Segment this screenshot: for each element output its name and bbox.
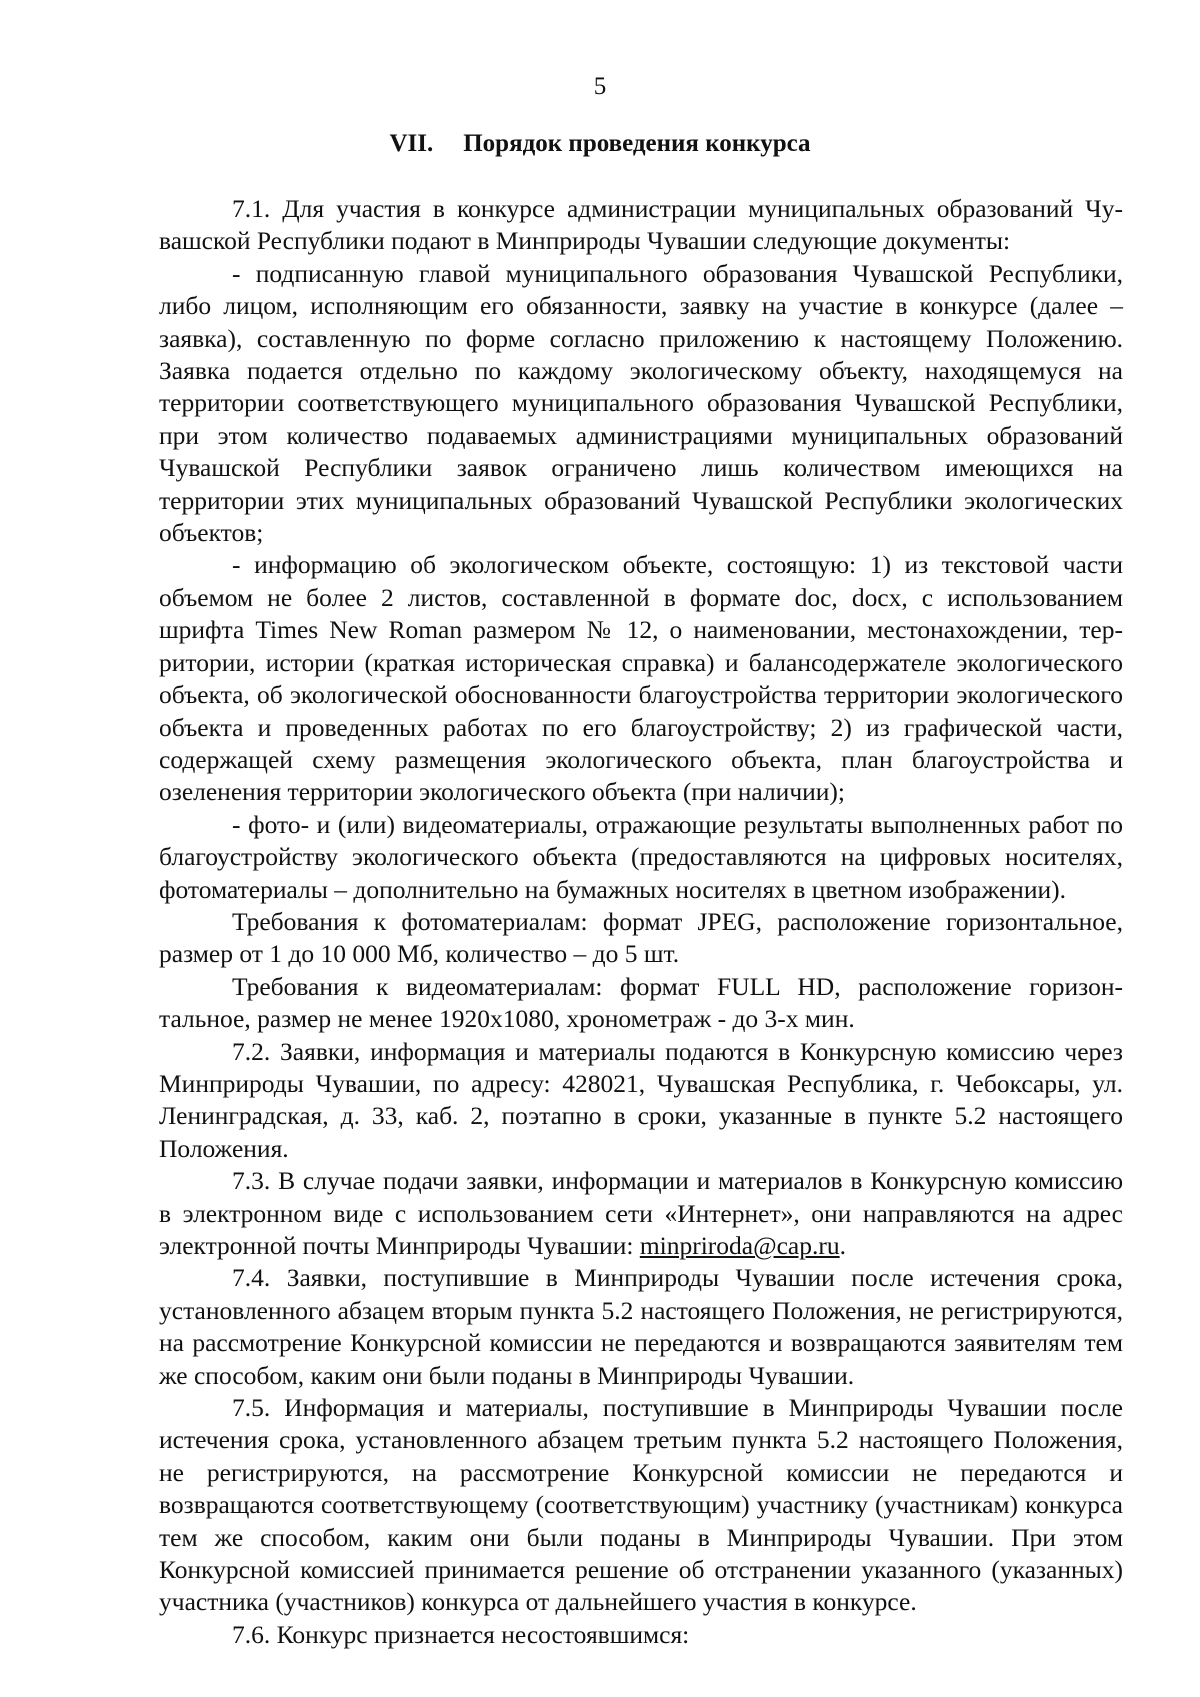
paragraph-7-3 (159, 1165, 1123, 1262)
section-title: Порядок проведения конкурса (463, 130, 811, 157)
paragraph-photo-requirements: Требования к фотоматериалам: формат JPEG, расположение горизонтальное, размер от 1 до 10 000 Мб, количество – до 5 шт. (159, 906, 1123, 969)
section-number: VII. (389, 130, 434, 157)
document-body (159, 193, 1123, 1651)
paragraph-7-6: 7.6. Конкурс признается несостоявшимся: (232, 1619, 690, 1649)
paragraph-video-requirements: Требования к видеоматериалам: формат FULL HD, расположение горизонтальное, размер не менее 1920x1080, хронометраж - до 3-х мин. (159, 971, 1123, 1034)
paragraph-media: - фото- и (или) видеоматериалы, отражающие результаты выполненных работ по благоустройству экологического объекта (предоставляются на цифровых носителях, фотоматериалы – дополнительно на бумажных носителях в цветном изображении). (159, 809, 1123, 904)
paragraph-object-info: - информацию об экологическом объекте, состоящую: 1) из текстовой части объемом не более 2 листов, составленной в формате doc, docx, с использованием шрифта Times New Roman размером № 12, о наименовании, местонахождении, территории, истории (краткая историческая справка) и балансодержателе экологического объекта, об экологической обоснованности благоустройства территории экологического объекта и проведенных работах по его благоустройству; 2) из графической части, содержащей схему размещения экологического объекта, план благоустройства и озеленения территории экологического объекта (при наличии); (159, 550, 1123, 807)
paragraph-7-1: 7.1. Для участия в конкурсе администрации муниципальных образований Чувашской Республики подают в Минприроды Чувашии следующие документы: (159, 194, 1123, 256)
paragraph-7-2: 7.2. Заявки, информация и материалы подаются в Конкурсную комиссию через Минприроды Чувашии, по адресу: 428021, Чувашская Республика, г. Чебоксары, ул. Ленинградская, д. 33, каб. 2, поэтапно в сроки, указанные в пункте 5.2 настоящего Положения. (159, 1036, 1123, 1163)
paragraph-7-5: 7.5. Информация и материалы, поступившие в Минприроды Чувашии после истечения срока, установленного абзацем третьим пункта 5.2 настоящего Положения, не регистрируются, на рассмотрение Конкурсной комиссии не передаются и возвращаются соответствующему (соответствующим) участнику (участникам) конкурса тем же способом, каким они были поданы в Минприроды Чувашии. При этом Конкурсной комиссией принимается решение об отстранении указанного (указанных) участника (участников) конкурса от дальнейшего участия в конкурсе. (159, 1393, 1123, 1617)
paragraph-7-3-end: . (839, 1231, 846, 1260)
paragraph-application: - подписанную главой муниципального образования Чувашской Республики, либо лицом, исполняющим его обязанности, заявку на участие в конкурсе (далее – заявка), составленную по форме согласно приложению к настоящему Положению. Заявка подается отдельно по каждому экологическому объекту, находящемуся на территории соответствующего муниципального образования Чувашской Республики, при этом количество подаваемых администрациями муниципальных образований Чувашской Республики заявок ограничено лишь количеством имеющихся на территории этих муниципальных образований Чувашской Республики экологических объектов; (159, 258, 1123, 548)
email-link[interactable]: minpriroda@cap.ru (639, 1231, 840, 1260)
paragraph-7-3-text: 7.3. В случае подачи заявки, информации и материалов в Конкурсную комиссию в электронном виде с использованием сети «Интернет», они направляются на адрес электронной почты Минприроды Чувашии: (159, 1166, 1123, 1260)
paragraph-7-4: 7.4. Заявки, поступившие в Минприроды Чувашии после истечения срока, установленного абзацем вторым пункта 5.2 настоящего Положения, не регистрируются, на рассмотрение Конкурсной комиссии не передаются и возвращаются заявителям тем же способом, каким они были поданы в Минприроды Чувашии. (159, 1263, 1123, 1390)
page-number: 5 (593, 73, 607, 100)
section-heading (0, 128, 1200, 160)
